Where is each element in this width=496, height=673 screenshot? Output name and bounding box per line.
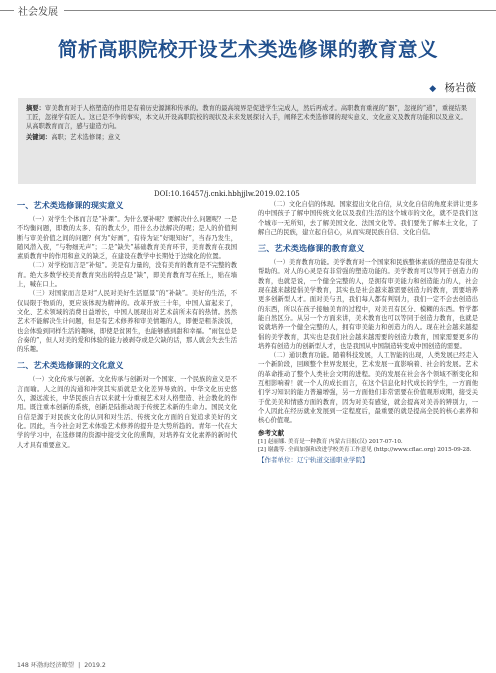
- diamond-icon: ◆: [429, 84, 437, 94]
- page-footer: 148 环渤海经济瞭望 | 2019.2: [17, 662, 106, 669]
- left-column: [17, 194, 237, 450]
- abstract-text: 审美教育对于人格塑造的作用是有着历史源渊和传承的。教育的最高境界是促进学生完成人，然后再成才。高职教育重视的“器”，忽视的“道”，重视结果工匠，忽视学有匠人。这已是不争的事实，本文从开设高职院校的现状及未来发展探讨入手，阐释艺术类选修课的现实意义、文化意义及教育功能和以及意义。从高职教育而言，感与建造方向。: [26, 105, 468, 130]
- keywords-text: 高职；艺术选修课；意义: [51, 134, 121, 141]
- section-3-paragraph-2: （二）通识教育功能。随着科技发展，人工智能的出现，人类发展已经走入一个新阶段，回顾整个世界发展史，艺术发展一直影响着、社会的发展。艺术的革命推动了整个人类社会文明的进程。美的发展在社会各个领域不断变化和互相影响着！就一个人的成长而言，在这个信息化时代成长的学生，一方面他们学习知识的能力普遍增强，另一方面他们非常需要在价值观形成期，接受关于优美美和情感方面的教育，因为对美有感觉，就会提高对美善的辨别力，一个人因此在经历就业发展到一定程度后，最重要的就是提高全民的核心素养和核心价值观。: [258, 352, 478, 425]
- section-1-paragraph-2: （二）对学校而言是“补短”。美是有力量的，没有美育的教育是不完整的教育。绝大多数学校美育教育突出的特点是“缺”，即美育教育写在纸上，贴在墙上，喊在口上。: [17, 262, 237, 289]
- right-column: [258, 200, 478, 465]
- keywords-label: 关键词：: [26, 134, 52, 141]
- page-number: 148: [17, 662, 29, 669]
- section-1-paragraph-3: （三）对国家而言是对“人民对美好生活愿景”的“补缺”。美好的生活，不仅局限于物质的，更应该体现为精神的。改革开放三十年，中国人富起来了，文化、艺术领域的消费日益增长，中国人展现出对艺术前所未有的热情。然然艺术不能解决生计问题，但是有艺术修养和审美情趣的人，即便是粗茶淡饭，也会体验到同样生活的趣味，即使是贫困生，也能够感到甜和幸福。“雨包总是合奏的”，但人对美的爱和体验的能力被剥夺或是欠缺的话，那人就会失去生活的乐趣。: [17, 290, 237, 354]
- journal-name: 环渤海经济瞭望: [30, 662, 75, 669]
- author-unit: 【作者单位：辽宁轨道交通职业学院】: [258, 455, 369, 464]
- abstract-label: 摘要：: [26, 105, 45, 112]
- section-1-title: 一、艺术类选修课的现实意义: [17, 200, 124, 210]
- section-2-paragraph-1: （一）文化传承与创新。文化传承与创新对一个国家、一个民族的意义是不言而喻。人之间的沟通和冲突其实质就是文化差异导致的。中华文化历史悠久，源远流长，中华民族自古以来就十分重视艺术对人格塑造、社会教化的作用。既注重本创新的系统，创新是陆推动现于传统艺术新的生命力。国民文化自信是源于对民族文化的认同和对生活、传统文化方面的自觉追求美好的文化。因此，当今社会对艺术体验艺术修养的提升是大势所趋的。青年一代在大学的学习中，在选修课的资源中接受文化的熏陶，对培养有文化素养的新时代人才具有重要意义。: [17, 376, 237, 449]
- article-title: 简析高职院校开设艺术类选修课的教育意义: [57, 38, 438, 61]
- doi: DOI:10.16457/j.cnki.hbhjjlw.2019.02.105: [154, 190, 300, 198]
- section-tag-label: 社会发展: [18, 7, 58, 18]
- section-1-paragraph-1: （一）对学生个体而言是“补课”。为什么要补呢？要解决什么问题呢？一是不均衡问题，即教的太多、有的教太少，用什么办法解决的呢；是人的价值判断与审美价值之间的问题？何为“好画”，有待为证“好眼知好”，当春乃发生，随风潜入夜，“与物细无声”；二是“缺失”基础教育美育环节，美育教育在我国素质教育中的作用和意义的缺乏，在建设在教学中长期处于边缘化的位置。: [17, 216, 237, 261]
- section-2-paragraph-2: （二）文化自信的体现。国家提出文化自信，从文化自信的角度来讲让更多的中国孩子了解中国传统文化以及我们生活的这个城市的文化，就不是我们这个城市一无所知，去了解美国文化、法国文化等。我们要先了解本土文化，了解自己的民族，建立起自信心，从而实现民族自信、文化自信。: [258, 201, 478, 236]
- author-line: [429, 80, 476, 95]
- abstract: [26, 104, 468, 131]
- references-title: 参考文献: [258, 428, 284, 437]
- section-3-paragraph-1: （一）美育教育功能。美学教育对一个国家和民族整体素质的塑造是有很大帮助的。对人的心灵是有非常强的塑造功能的。美学教育可以等同于创造力的教育，也就是说，一个健全完整的人，是拥有审美能力和创造能力的人，社会现在越来越提倡美学教育，其实也是社会越来越需要创造力的教育，需要培养更多创新型人才。面对美与丑，我们每人都有判别力，我们一定不会去创造出的东西，所以在孩子接触美育的过程中，对美丑有区分、模糊的东西。哲学都能自然区分。从另一个方面来讲，美术教育也可以等同于创造力教育，也就是说就培养一个健全完整的人，拥有审美能力和创造力的人。现在社会越来越提倡的美学教育，其实也是我们社会越来越需要的创造力教育，国家需要更多的培养有创造力的创新型人才，也是我国从中国制造转变成中国创造的需要。: [258, 259, 478, 350]
- author-name: 杨岩薇: [444, 82, 476, 94]
- abstract-box: [18, 98, 476, 184]
- section-3-title: 三、艺术类选修课的教育意义: [258, 243, 365, 254]
- header-rule: [0, 10, 496, 11]
- section-tag: [14, 3, 64, 18]
- reference-1: [1] 赵丽娜. 美育是一种教育 内蒙古日报(汉) 2017-07-10.: [258, 438, 403, 445]
- section-2-title: 二、艺术类选修课的文化意义: [17, 360, 124, 371]
- issue: 2019.2: [84, 662, 106, 669]
- keywords: [26, 133, 468, 142]
- reference-2: [2] 谢鑫等. 全面加强和改进学校美育工作意见 (http://www.cflac.org) 2015-09-28.: [258, 446, 472, 453]
